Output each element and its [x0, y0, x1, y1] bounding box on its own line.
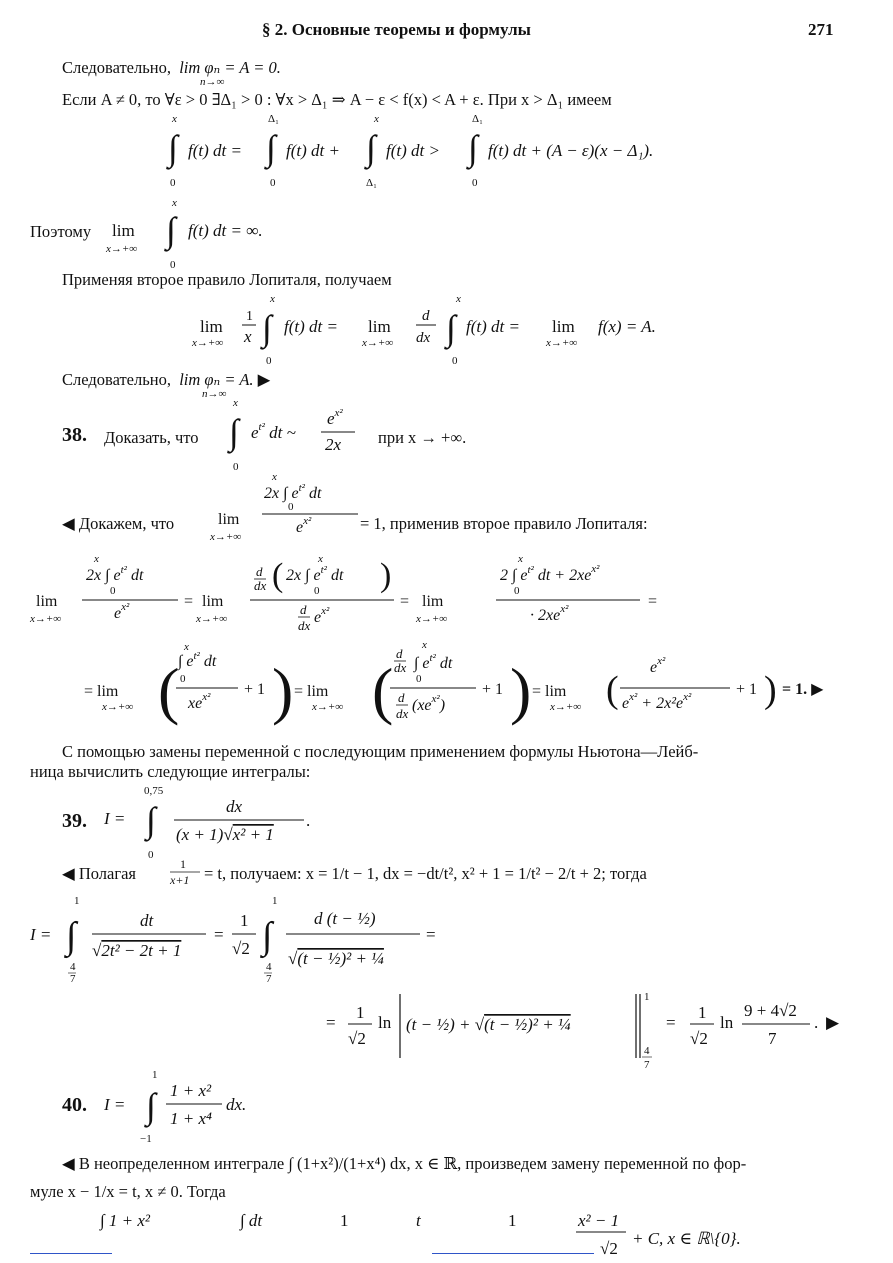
svg-text:I =: I =: [104, 809, 126, 828]
svg-text:x→+∞: x→+∞: [196, 613, 228, 625]
svg-text:x: x: [422, 639, 427, 651]
svg-text:x² − 1: x² − 1: [578, 1211, 620, 1230]
svg-text:1: 1: [272, 895, 278, 907]
proof-start: ◀ Докажем, что: [62, 514, 175, 533]
svg-text:x: x: [318, 553, 323, 565]
svg-text:−1: −1: [140, 1133, 152, 1145]
svg-text:=: =: [214, 925, 224, 944]
svg-text:f(t) dt =: f(t) dt =: [466, 317, 520, 336]
svg-text:): ): [510, 655, 532, 726]
svg-text:∫: ∫: [146, 800, 156, 840]
svg-text:∫: ∫: [146, 1086, 156, 1126]
bottom-rule-right: [432, 1253, 594, 1254]
svg-text:0: 0: [180, 673, 186, 685]
svg-text:Δ₁: Δ₁: [472, 113, 483, 125]
svg-text:0: 0: [170, 177, 176, 189]
svg-text:.: .: [814, 1013, 819, 1032]
substitution-intro-line-2: ница вычислить следующие интегралы:: [30, 762, 311, 781]
formula-problem-38: [225, 396, 375, 476]
svg-text:= 1. ▶: = 1. ▶: [782, 681, 824, 698]
svg-text:.: .: [306, 811, 311, 830]
svg-text:1 + x⁴: 1 + x⁴: [170, 1109, 212, 1128]
formula-problem-40-cut: [100, 1206, 800, 1263]
svg-text:lim: lim: [112, 221, 135, 240]
svg-text:0: 0: [314, 585, 320, 597]
svg-text:x: x: [172, 113, 177, 125]
svg-text:t: t: [416, 1211, 421, 1230]
svg-text:lim: lim: [552, 317, 575, 336]
svg-text:d: d: [396, 646, 403, 661]
svg-text:ex²: $e^{x^2}$: [296, 515, 312, 536]
svg-text:∫: ∫: [262, 915, 273, 957]
svg-text:d: d: [300, 602, 307, 617]
svg-text:ex² + 2x²ex²: $e^{x^2} + 2x^2e^{x^2}$: [622, 691, 692, 712]
svg-text:f(t) dt + (A − ε)(x − Δ₁).: f(t) dt + (A − ε)(x − Δ₁).: [488, 141, 654, 160]
svg-text:x→+∞: x→+∞: [312, 701, 344, 713]
formula-39-step-2: [326, 984, 846, 1072]
svg-text:0: 0: [288, 501, 294, 513]
svg-text:d: d: [398, 690, 405, 705]
formula-limit-infinity: [104, 194, 324, 270]
svg-text:1: 1: [240, 911, 249, 930]
text-line-2: Если A ≠ 0, то ∀ε > 0 ∃Δ₁ > 0 : ∀x > Δ₁ ⇒ A − ε < f(x) < A + ε. При x > Δ₁ имеем: [62, 90, 612, 109]
svg-text:= lim: = lim: [294, 683, 329, 700]
svg-text:x: x: [374, 113, 379, 125]
svg-text:x→+∞: x→+∞: [362, 337, 394, 349]
svg-text:2x ∫ et² dt: 2x ∫ $e^{t^2}$ dt: [86, 564, 144, 584]
svg-text:f(t) dt =: f(t) dt =: [188, 141, 242, 160]
svg-text:dx: dx: [226, 797, 243, 816]
svg-text:∫: ∫: [446, 308, 456, 348]
svg-text:√2t² − 2t + 1: √2t² − 2t + 1: [92, 941, 182, 960]
svg-text:0: 0: [233, 461, 239, 473]
svg-text:(xex²): $(xe^{x^2})$: [412, 693, 446, 714]
svg-text:√2: √2: [690, 1029, 708, 1048]
svg-text:√2: √2: [600, 1239, 618, 1258]
result-line: Следовательно, lim φₙ = A. ▶: [62, 370, 271, 389]
formula-problem-39: [104, 782, 334, 862]
svg-text:lim: lim: [422, 593, 444, 610]
svg-text:lim: lim: [36, 593, 58, 610]
svg-text:xex²: $xe^{x^2}$: [188, 691, 211, 712]
svg-text:f(t) dt >: f(t) dt >: [386, 141, 440, 160]
formula-39-step-1: [30, 892, 460, 988]
svg-text:x→+∞: x→+∞: [210, 531, 242, 543]
svg-text:ln: ln: [378, 1013, 392, 1032]
svg-text:x: x: [233, 397, 238, 409]
svg-text:x: x: [184, 641, 189, 653]
section-header: § 2. Основные теоремы и формулы: [262, 20, 531, 39]
svg-text:1: 1: [698, 1003, 707, 1022]
formula-chain-2: [80, 636, 850, 746]
limit-subscript-2: n→∞: [202, 388, 227, 400]
bottom-rule-left: [30, 1253, 112, 1254]
problem-39-setting-tail: = t, получаем: x = 1/t − 1, dx = −dt/t², x² + 1 = 1/t² − 2/t + 2; тогда: [204, 864, 647, 883]
svg-text:): ): [764, 669, 777, 711]
svg-text:∫: ∫: [262, 308, 272, 348]
svg-text:∫: ∫: [166, 210, 176, 250]
svg-text:x: x: [272, 471, 277, 483]
formula-integral-inequality: [150, 112, 750, 192]
svg-text:= lim: = lim: [84, 683, 119, 700]
svg-text:lim: lim: [200, 317, 223, 336]
text-line-1: Следовательно, lim φₙ = A = 0.: [62, 58, 281, 77]
svg-text:d: d: [422, 308, 430, 324]
svg-text:7: 7: [768, 1029, 777, 1048]
svg-text:2x ∫ et² dt: 2x ∫ $e^{t^2}$ dt: [286, 564, 344, 584]
svg-text:√(t − ½)² + ¼: √(t − ½)² + ¼: [288, 949, 384, 968]
svg-text:x: x: [172, 197, 177, 209]
problem-39-setting: ◀ Полагая: [62, 864, 137, 883]
svg-text:∫: ∫: [66, 915, 77, 957]
substitution-intro-line-1: С помощью замены переменной с последующим применением формулы Ньютона—Лейб-: [62, 742, 699, 761]
svg-text:▶: ▶: [826, 1013, 840, 1032]
svg-text:x: x: [94, 553, 99, 565]
svg-text:+ C, x ∈ ℝ\{0}.: + C, x ∈ ℝ\{0}.: [632, 1229, 741, 1248]
svg-text:lim: lim: [368, 317, 391, 336]
svg-text:0: 0: [170, 259, 176, 271]
problem-40-text-line-1: ◀ В неопределенном интеграле ∫ (1+x²)/(1+x⁴) dx, x ∈ ℝ, произведем замену переменной по фор-: [62, 1154, 747, 1173]
svg-text:0: 0: [452, 355, 458, 367]
svg-text:(t − ½) + √(t − ½)² + ¼: (t − ½) + √(t − ½)² + ¼: [406, 1015, 571, 1034]
svg-text:√2: √2: [232, 939, 250, 958]
svg-text:4: 4: [644, 1045, 650, 1057]
svg-text:1: 1: [340, 1211, 349, 1230]
svg-text:4: 4: [70, 961, 76, 973]
formula-fraction-1-over-x-plus-1: [168, 856, 208, 890]
svg-text:ex²: $e^{x^2}$: [650, 655, 666, 676]
svg-text:2 ∫ et² dt + 2xex²: 2 ∫ $e^{t^2}$ dt + $2xe^{x^2}$: [500, 563, 600, 584]
svg-text:∫: ∫: [366, 128, 376, 168]
svg-text:f(t) dt +: f(t) dt +: [286, 141, 340, 160]
svg-text:∫: ∫: [468, 128, 478, 168]
svg-text:=: =: [400, 593, 410, 610]
svg-text:et² dt ~: $e^{t^2}$ dt ~: [251, 421, 296, 442]
svg-text:f(t) dt =: f(t) dt =: [284, 317, 338, 336]
svg-text:· 2xex²: · $2xe^{x^2}$: [530, 603, 569, 624]
lhopital-intro: Применяя второе правило Лопиталя, получаем: [62, 270, 392, 289]
svg-text:I =: I =: [104, 1095, 126, 1114]
svg-text:∫ 1 + x²: ∫ 1 + x²: [100, 1211, 151, 1230]
svg-text:Δ₁: Δ₁: [268, 113, 279, 125]
svg-text:ex²: $e^{x^2}$: [327, 407, 343, 428]
svg-text:dx: dx: [416, 330, 431, 346]
therefore-label: Поэтому: [30, 222, 92, 241]
formula-lhopital-limit: [190, 290, 710, 368]
svg-text:x: x: [270, 293, 275, 305]
svg-text:0: 0: [110, 585, 116, 597]
svg-text:4: 4: [266, 961, 272, 973]
svg-text:dx: dx: [394, 660, 407, 675]
svg-text:dt: dt: [140, 911, 154, 930]
svg-text:(: (: [158, 655, 180, 726]
formula-problem-40: [104, 1066, 274, 1146]
formula-proof-limit: [200, 470, 380, 550]
svg-text:+ 1: + 1: [736, 681, 758, 698]
svg-text:x: x: [244, 327, 252, 346]
svg-text:2x: 2x: [325, 435, 342, 454]
limit-subscript: n→∞: [200, 76, 225, 88]
svg-text:x→+∞: x→+∞: [30, 613, 62, 625]
svg-text:dx: dx: [396, 706, 409, 721]
svg-text:dx.: dx.: [226, 1095, 247, 1114]
svg-text:+ 1: + 1: [482, 681, 504, 698]
svg-text:x→+∞: x→+∞: [192, 337, 224, 349]
svg-text:=: =: [426, 925, 436, 944]
svg-text:7: 7: [70, 973, 76, 985]
svg-text:x→+∞: x→+∞: [102, 701, 134, 713]
svg-text:dx: dx: [254, 578, 267, 593]
svg-text:√2: √2: [348, 1029, 366, 1048]
svg-text:9 + 4√2: 9 + 4√2: [744, 1001, 797, 1020]
svg-text:1: 1: [74, 895, 80, 907]
svg-text:f(x) = A.: f(x) = A.: [598, 317, 656, 336]
svg-text:(x + 1)√x² + 1: (x + 1)√x² + 1: [176, 825, 274, 844]
svg-text:0: 0: [266, 355, 272, 367]
svg-text:lim: lim: [218, 511, 240, 528]
svg-text:1: 1: [508, 1211, 517, 1230]
svg-text:0: 0: [270, 177, 276, 189]
svg-text:x: x: [456, 293, 461, 305]
problem-39-number: 39.: [62, 810, 87, 832]
svg-text:7: 7: [266, 973, 272, 985]
svg-text:0: 0: [472, 177, 478, 189]
proof-tail: = 1, применив второе правило Лопиталя:: [360, 514, 648, 533]
svg-text:x→+∞: x→+∞: [106, 243, 138, 255]
formula-chain-1: [30, 548, 658, 638]
svg-text:ex²: $e^{x^2}$: [314, 605, 330, 626]
svg-text:1: 1: [356, 1003, 365, 1022]
problem-38-tail: при x → +∞.: [378, 428, 467, 447]
svg-text:d: d: [256, 564, 263, 579]
svg-text:): ): [272, 655, 294, 726]
svg-text:=: =: [184, 593, 194, 610]
svg-text:(: (: [372, 655, 394, 726]
svg-text:): ): [380, 557, 392, 594]
svg-text:1 + x²: 1 + x²: [170, 1081, 212, 1100]
svg-text:x: x: [518, 553, 523, 565]
svg-text:(: (: [606, 669, 619, 711]
svg-text:Δ₁: Δ₁: [366, 177, 377, 189]
svg-text:2x ∫ et² dt: 2x ∫ $e^{t^2}$ dt: [264, 482, 322, 502]
svg-text:=: =: [666, 1013, 676, 1032]
svg-text:1: 1: [644, 991, 650, 1003]
svg-text:=: =: [648, 593, 658, 610]
svg-text:7: 7: [644, 1059, 650, 1071]
svg-text:0,75: 0,75: [144, 785, 164, 797]
problem-38-number: 38.: [62, 424, 87, 446]
svg-text:∫: ∫: [168, 128, 178, 168]
svg-text:= lim: = lim: [532, 683, 567, 700]
svg-text:x→+∞: x→+∞: [546, 337, 578, 349]
svg-text:dx: dx: [298, 618, 311, 633]
svg-text:1: 1: [246, 309, 253, 324]
svg-text:0: 0: [514, 585, 520, 597]
svg-text:f(t) dt = ∞.: f(t) dt = ∞.: [188, 221, 263, 240]
problem-40-text-line-2: муле x − 1/x = t, x ≠ 0. Тогда: [30, 1182, 226, 1201]
svg-text:x→+∞: x→+∞: [550, 701, 582, 713]
svg-text:I =: I =: [30, 925, 52, 944]
svg-text:0: 0: [148, 849, 154, 861]
svg-text:(: (: [272, 557, 284, 594]
svg-text:+ 1: + 1: [244, 681, 266, 698]
page-number: 271: [808, 20, 834, 39]
svg-text:∫ et² dt: ∫ $e^{t^2}$ dt: [178, 650, 217, 670]
problem-40-number: 40.: [62, 1094, 87, 1116]
svg-text:0: 0: [416, 673, 422, 685]
svg-text:x+1: x+1: [170, 873, 190, 887]
svg-text:ln: ln: [720, 1013, 734, 1032]
svg-text:1: 1: [180, 857, 186, 871]
svg-text:d (t − ½): d (t − ½): [314, 909, 376, 928]
svg-text:x→+∞: x→+∞: [416, 613, 448, 625]
svg-text:∫: ∫: [266, 128, 276, 168]
svg-text:1: 1: [152, 1069, 158, 1081]
svg-text:∫ et² dt: ∫ $e^{t^2}$ dt: [414, 652, 453, 672]
svg-text:ex²: $e^{x^2}$: [114, 601, 130, 622]
svg-text:∫: ∫: [229, 412, 239, 452]
svg-text:lim: lim: [202, 593, 224, 610]
svg-text:=: =: [326, 1013, 336, 1032]
problem-38-text: Доказать, что: [104, 428, 199, 447]
svg-text:∫ dt: ∫ dt: [240, 1211, 263, 1230]
